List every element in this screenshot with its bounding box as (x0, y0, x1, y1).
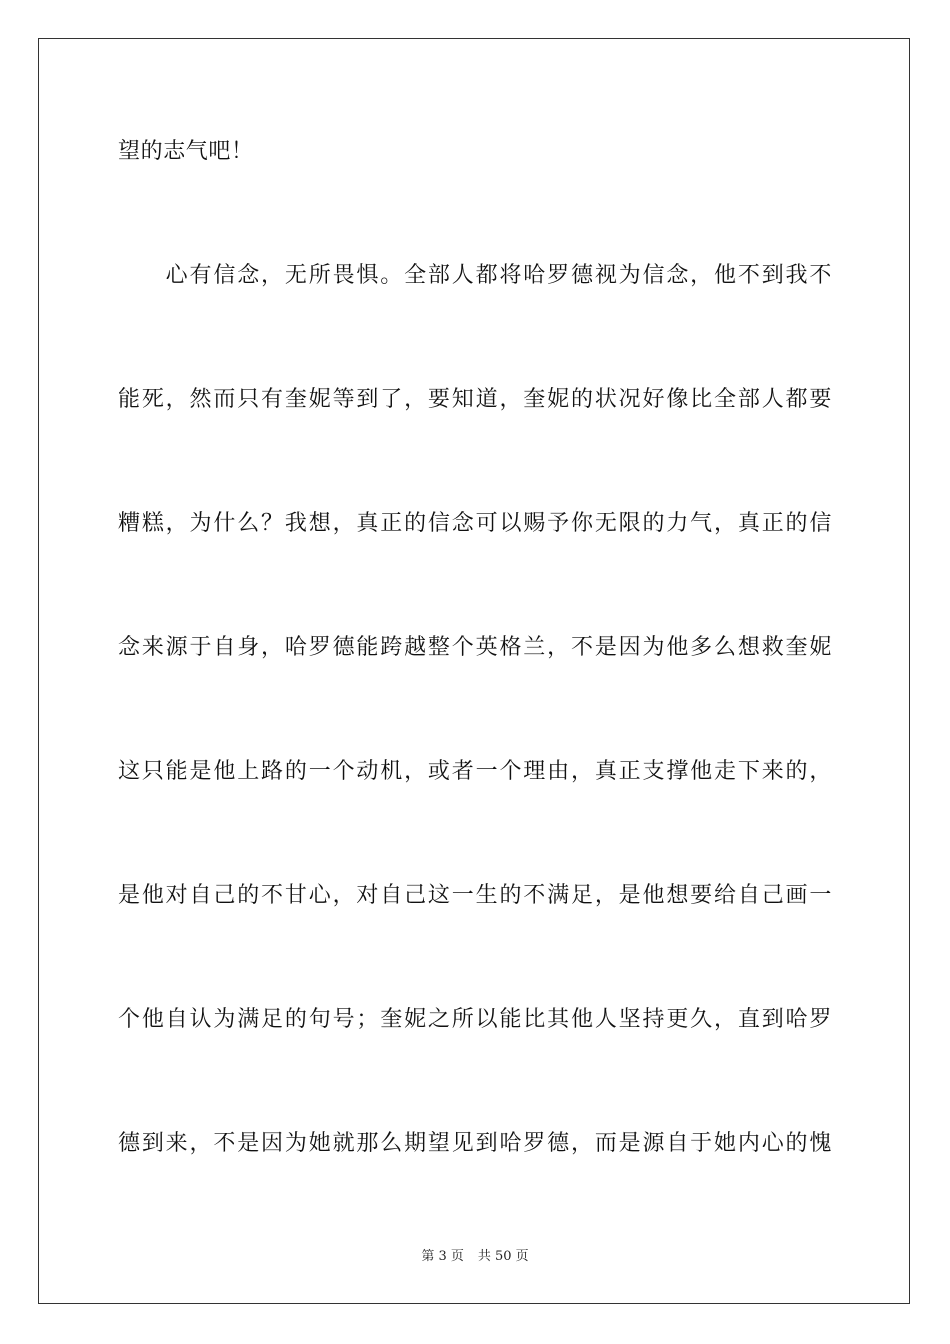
text-line-2: 心有信念，无所畏惧。全部人都将哈罗德视为信念，他不到我不 (118, 263, 832, 288)
text-line-3: 能死，然而只有奎妮等到了，要知道，奎妮的状况好像比全部人都要 (118, 387, 832, 412)
text-line-7: 是他对自己的不甘心，对自己这一生的不满足，是他想要给自己画一 (118, 883, 832, 908)
page-total: 共 50 页 (477, 1249, 529, 1264)
text-line-8: 个他自认为满足的句号；奎妮之所以能比其他人坚持更久，直到哈罗 (118, 1007, 832, 1032)
text-line-5: 念来源于自身，哈罗德能跨越整个英格兰，不是因为他多么想救奎妮 (118, 635, 832, 660)
text-line-6: 这只能是他上路的一个动机，或者一个理由，真正支撑他走下来的， (118, 759, 832, 784)
text-line-9: 德到来，不是因为她就那么期望见到哈罗德，而是源自于她内心的愧 (118, 1131, 832, 1156)
page-number: 第 3 页 (421, 1249, 464, 1264)
text-line-1: 望的志气吧！ (118, 139, 254, 164)
page-footer (0, 1248, 950, 1266)
text-line-4: 糟糕，为什么？我想，真正的信念可以赐予你无限的力气，真正的信 (118, 511, 832, 536)
page-border (38, 38, 910, 1304)
